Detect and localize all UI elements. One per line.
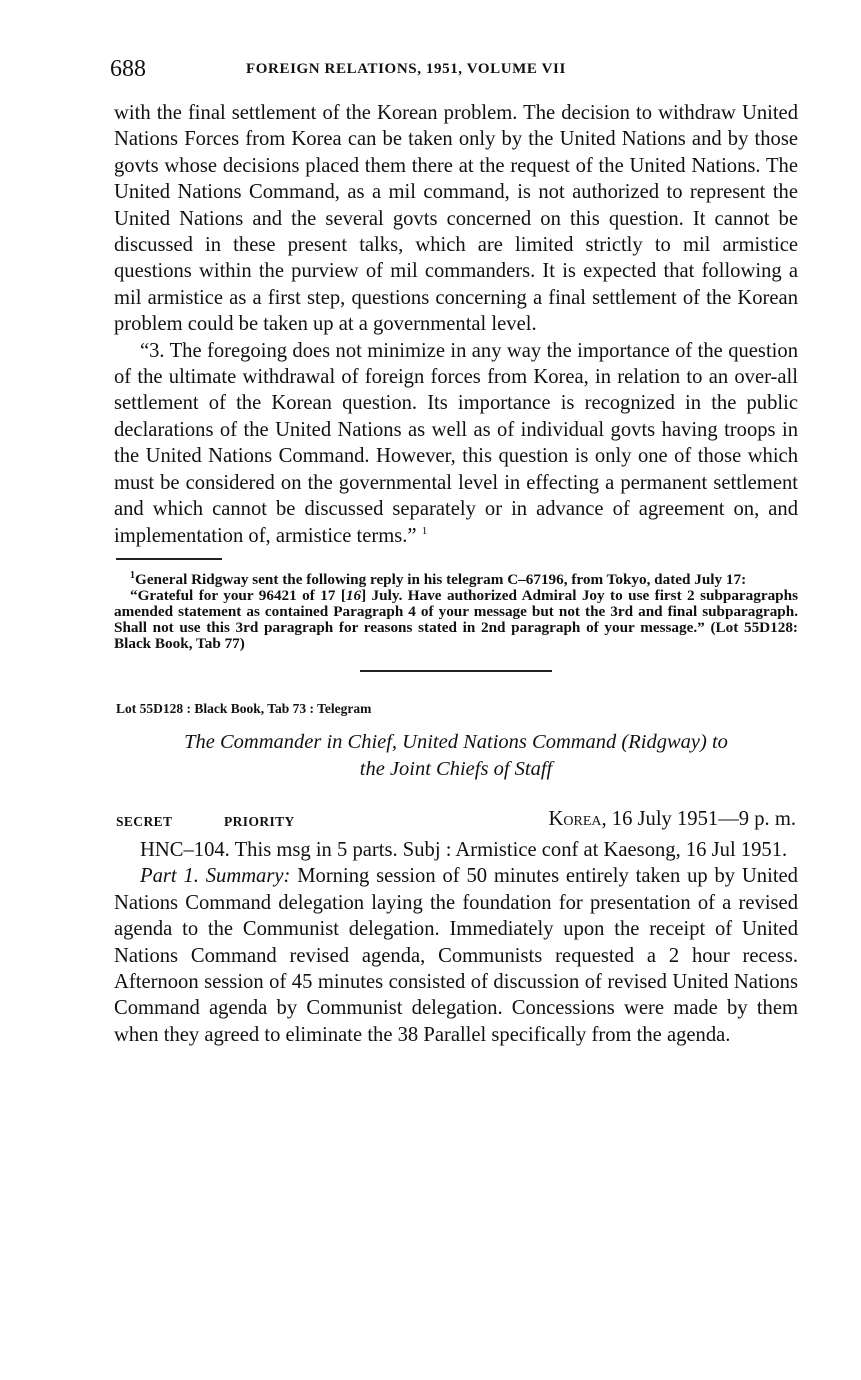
document-title (114, 729, 798, 783)
date: , 16 July 1951—9 p. m. (601, 807, 796, 830)
document-source: Lot 55D128 : Black Book, Tab 73 : Telegram (116, 700, 372, 716)
classification-label: SECRET (116, 813, 173, 829)
footnote (114, 568, 798, 588)
paragraph-3 (114, 338, 798, 549)
footnote-marker: 1 (130, 569, 135, 581)
footnote-quote (114, 588, 798, 652)
document-title-line-2: the Joint Chiefs of Staff (359, 757, 553, 780)
precedence-label: PRIORITY (224, 813, 295, 829)
footnote-text: General Ridgway sent the following reply in his telegram C–67196, from Tokyo, dated July 17: (135, 570, 747, 588)
document-title-line-1: The Commander in Chief, United Nations Command (Ridgway) to (184, 730, 728, 753)
place: Korea (548, 807, 602, 830)
part-1-text: Morning session of 50 minutes entirely taken up by United Nations Command delegation laying the foundation for presentation of a revised agenda to the Communist delegation. Immediately upon the receipt of United Nations Command revised agenda, Communists requested a 2 hour recess. Afternoon session of 45 minutes consisted of discussion of revised United Nations Command agenda by Communist delegation. Concessions were made by them when they agreed to eliminate the 38 Parallel specifically from the agenda. (114, 865, 798, 1046)
part-1-label: Part 1. Summary: (140, 865, 291, 888)
telegram-intro: HNC–104. This msg in 5 parts. Subj : Armistice conf at Kaesong, 16 Jul 1951. (140, 838, 788, 861)
footnote-quote-start: “Grateful for your 96421 of 17 [ (130, 586, 346, 604)
page-body (114, 100, 798, 1048)
footnote-reference: 1 (421, 524, 428, 537)
page-number: 688 (110, 56, 146, 82)
part-1-summary (114, 863, 798, 1048)
dateline (114, 808, 798, 834)
continuation-paragraph: with the final settlement of the Korean problem. The decision to withdraw United Nations Forces from Korea can be taken only by the United Nations and by those govts whose decisions placed them there at the request of the United Nations. The United Nations Command, as a mil command, is not authorized to represent the United Nations and the several govts concerned on this question. It cannot be discussed in these present talks, which are limited strictly to mil armistice questions within the purview of mil commanders. It is expected that following a mil armistice as a first step, questions concerning a final settlement of the Korean problem could be taken up at a governmental level. (114, 102, 798, 336)
page-header (110, 56, 800, 86)
footnote-quote-italic: 16 (345, 586, 362, 604)
paragraph-3-text: “3. The foregoing does not minimize in any way the importance of the question of the ultimate withdrawal of foreign forces from Korea, in relation to an over-all settlement of the Korean question. Its importance is recognized in the public declarations of the United Nations as well as of individual govts having troops in the United Nations Command. However, this question is only one of those which must be considered on the governmental level in effecting a permanent settlement and which cannot be discussed separately or in advance of agreement on, and implementation of, armistice terms.” (114, 339, 798, 547)
footnote-rule (116, 558, 222, 560)
running-head: FOREIGN RELATIONS, 1951, VOLUME VII (246, 61, 566, 77)
footnote-quote-end: ] July. Have authorized Admiral Joy to use first 2 subparagraphs amended statement as contained Paragraph 4 of your message but not the 3rd and final subparagraph. Shall not use this 3rd paragraph for reasons stated in 2nd paragraph of your message.” (Lot 55D128: Black Book, Tab 77) (114, 586, 798, 652)
section-separator (360, 670, 552, 672)
place-and-date (549, 808, 797, 831)
